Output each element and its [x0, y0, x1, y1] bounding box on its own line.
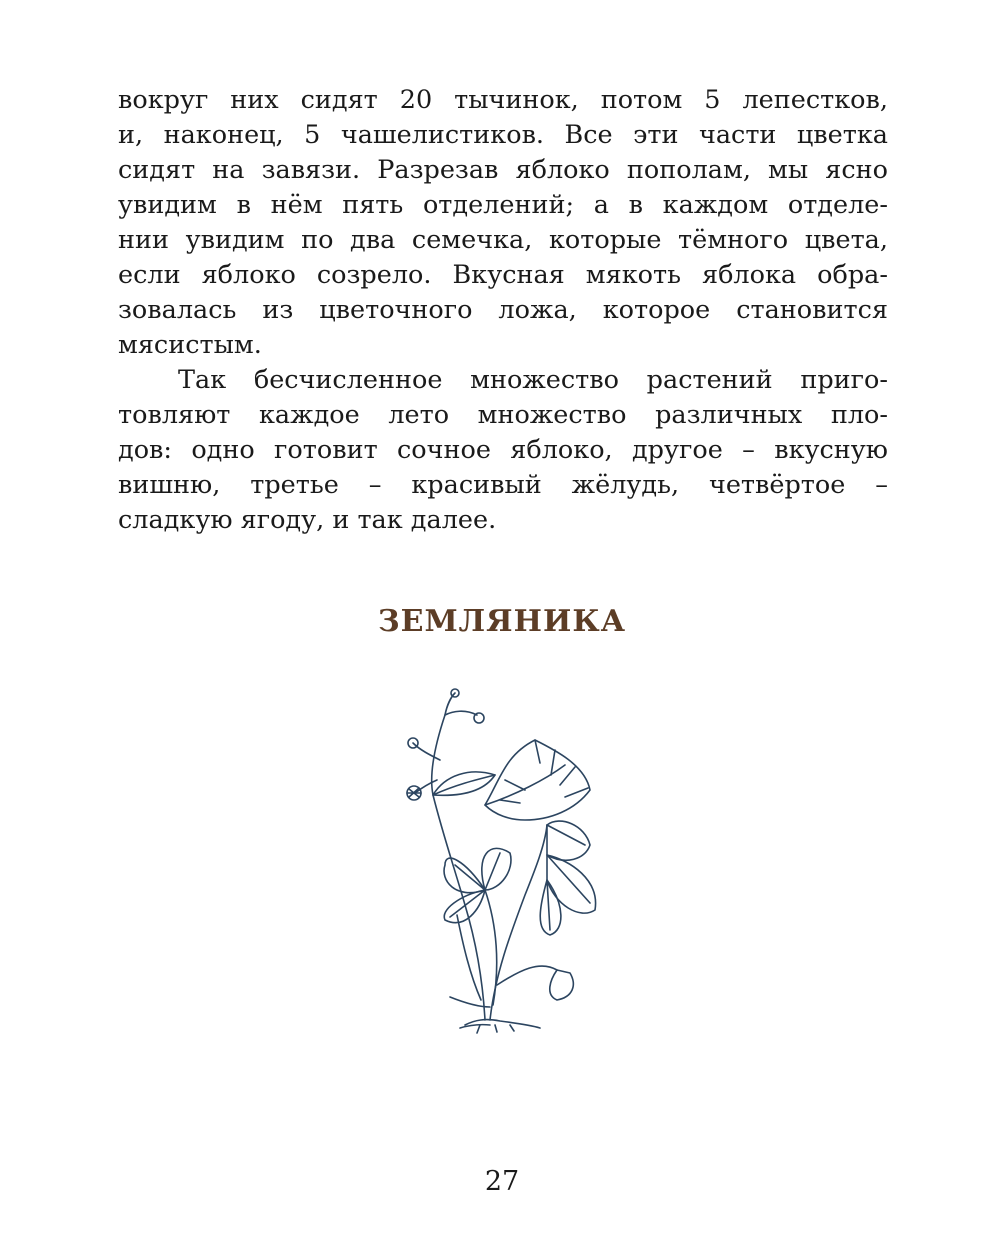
text-line: товляют каждое лето множество различных пло- — [118, 400, 888, 430]
main-text — [118, 83, 888, 538]
text-line: и, наконец, 5 чашелистиков. Все эти части цветка — [118, 120, 888, 150]
text-line: вокруг них сидят 20 тычинок, потом 5 лепестков, — [118, 85, 888, 115]
text-line: вишню, третье – красивый жёлудь, четвёртое – — [118, 470, 888, 500]
text-line: если яблоко созрело. Вкусная мякоть яблока обра- — [118, 260, 888, 290]
paragraph-1 — [118, 83, 888, 363]
paragraph-2 — [118, 363, 888, 538]
text-line: Так бесчисленное множество растений приго- — [178, 365, 888, 395]
text-line: увидим в нём пять отделений; а в каждом отделе- — [118, 190, 888, 220]
text-line: зовалась из цветочного ложа, которое становится — [118, 295, 888, 325]
text-line: сладкую ягоду, и так далее. — [118, 505, 497, 535]
text-line: нии увидим по два семечка, которые тёмного цвета, — [118, 225, 888, 255]
strawberry-plant-illustration — [385, 685, 625, 1035]
text-line: мясистым. — [118, 330, 262, 360]
text-line: сидят на завязи. Разрезав яблоко пополам, мы ясно — [118, 155, 888, 185]
text-line: дов: одно готовит сочное яблоко, другое – вкусную — [118, 435, 888, 465]
section-heading: ЗЕМЛЯНИКА — [377, 604, 627, 639]
page-number: 27 — [484, 1166, 520, 1197]
